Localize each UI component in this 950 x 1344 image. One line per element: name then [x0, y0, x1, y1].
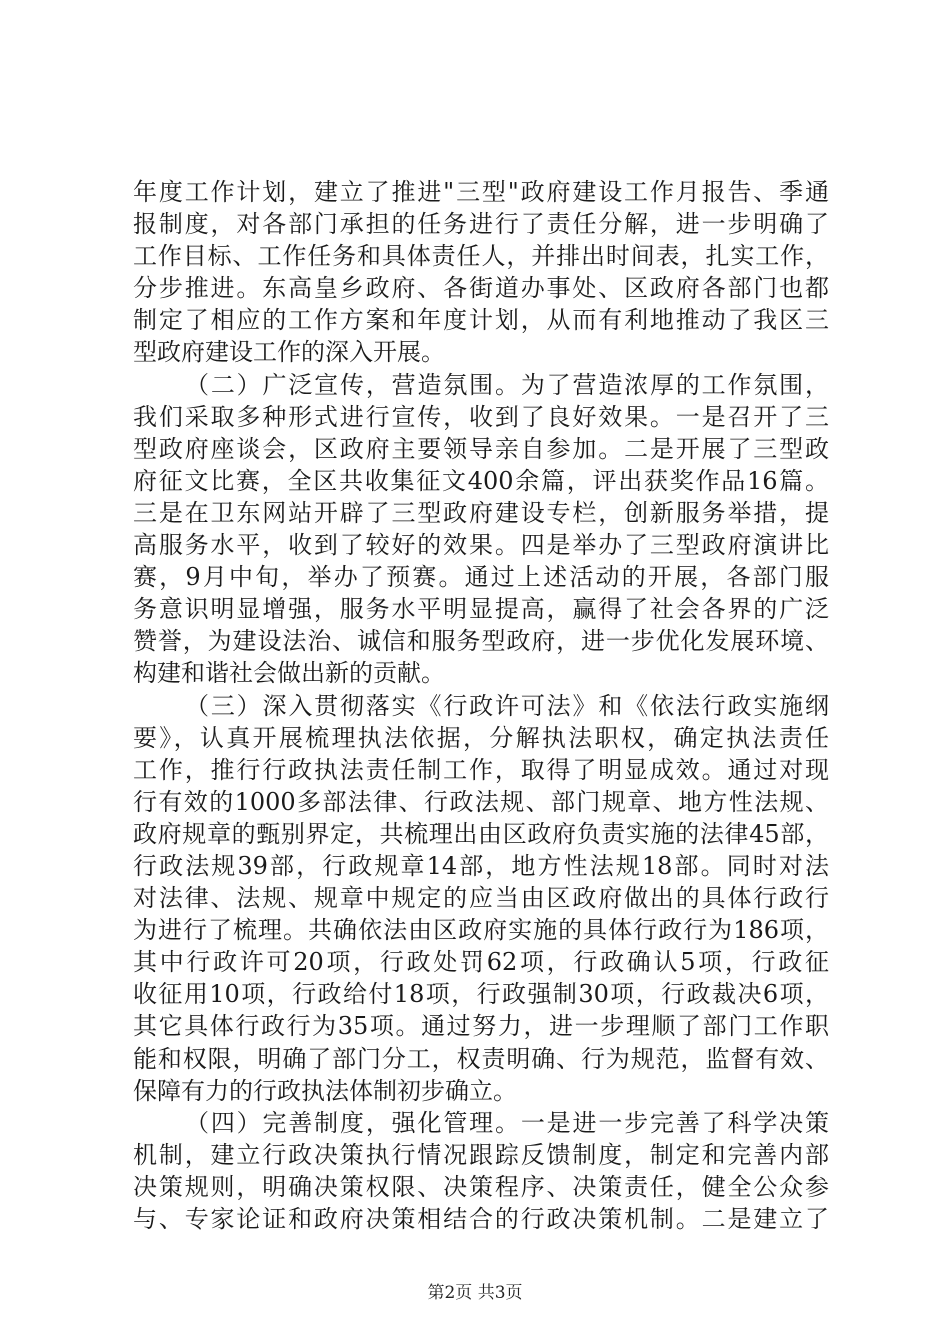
text-line: 务意识明显增强，服务水平明显提高，赢得了社会各界的广泛	[133, 595, 829, 624]
text-line: 要》，认真开展梳理执法依据，分解执法职权，确定执法责任	[133, 723, 829, 752]
text-line: 对法律、法规、规章中规定的应当由区政府做出的具体行政行	[133, 884, 829, 913]
document-body	[133, 176, 829, 1235]
text-line: 型政府建设工作的深入开展。	[133, 338, 445, 367]
text-line: 赛，9月中旬，举办了预赛。通过上述活动的开展，各部门服	[133, 563, 829, 592]
text-line: 机制，建立行政决策执行情况跟踪反馈制度，制定和完善内部	[133, 1140, 829, 1169]
text-line: 工作，推行行政执法责任制工作，取得了明显成效。通过对现	[133, 755, 829, 784]
text-line: 高服务水平，收到了较好的效果。四是举办了三型政府演讲比	[133, 531, 829, 560]
text-line: 决策规则，明确决策权限、决策程序、决策责任，健全公众参	[133, 1172, 829, 1201]
text-line: 其它具体行政行为35项。通过努力，进一步理顺了部门工作职	[133, 1012, 829, 1041]
text-line: 制定了相应的工作方案和年度计划，从而有利地推动了我区三	[133, 306, 829, 335]
page-number-footer: 第2页 共3页	[427, 1283, 523, 1303]
text-line: 型政府座谈会，区政府主要领导亲自参加。二是开展了三型政	[133, 434, 829, 463]
text-line: 报制度，对各部门承担的任务进行了责任分解，进一步明确了	[133, 210, 829, 239]
text-line: 行政法规39部，行政规章14部，地方性法规18部。同时对法	[133, 851, 829, 880]
text-line: 三是在卫东网站开辟了三型政府建设专栏，创新服务举措，提	[133, 498, 829, 527]
text-line: 工作目标、工作任务和具体责任人，并排出时间表，扎实工作，	[133, 242, 829, 271]
text-line: 为进行了梳理。共确依法由区政府实施的具体行政行为186项，	[133, 916, 829, 945]
text-line: 府征文比赛，全区共收集征文400余篇，评出获奖作品16篇。	[133, 466, 829, 495]
text-line: 构建和谐社会做出新的贡献。	[133, 659, 445, 688]
text-line: 行有效的1000多部法律、行政法规、部门规章、地方性法规、	[133, 787, 829, 816]
text-line: 赞誉，为建设法治、诚信和服务型政府，进一步优化发展环境、	[133, 627, 829, 656]
paragraph-heading-line: （三）深入贯彻落实《行政许可法》和《依法行政实施纲	[185, 691, 829, 720]
text-line: 其中行政许可20项，行政处罚62项，行政确认5项，行政征	[133, 948, 829, 977]
text-line: 我们采取多种形式进行宣传，收到了良好效果。一是召开了三	[133, 402, 829, 431]
text-line: 能和权限，明确了部门分工，权责明确、行为规范，监督有效、	[133, 1044, 829, 1073]
text-line: 收征用10项，行政给付18项，行政强制30项，行政裁决6项，	[133, 980, 829, 1009]
text-line: 年度工作计划，建立了推进"三型"政府建设工作月报告、季通	[133, 178, 829, 206]
paragraph-heading-line: （四）完善制度，强化管理。一是进一步完善了科学决策	[185, 1108, 829, 1137]
text-line: 政府规章的甄别界定，共梳理出由区政府负责实施的法律45部，	[133, 819, 829, 848]
text-line: 与、专家论证和政府决策相结合的行政决策机制。二是建立了	[133, 1205, 829, 1233]
text-line: 分步推进。东高皇乡政府、各街道办事处、区政府各部门也都	[133, 274, 829, 303]
paragraph-heading-line: （二）广泛宣传，营造氛围。为了营造浓厚的工作氛围，	[185, 370, 829, 399]
text-line: 保障有力的行政执法体制初步确立。	[133, 1076, 517, 1105]
